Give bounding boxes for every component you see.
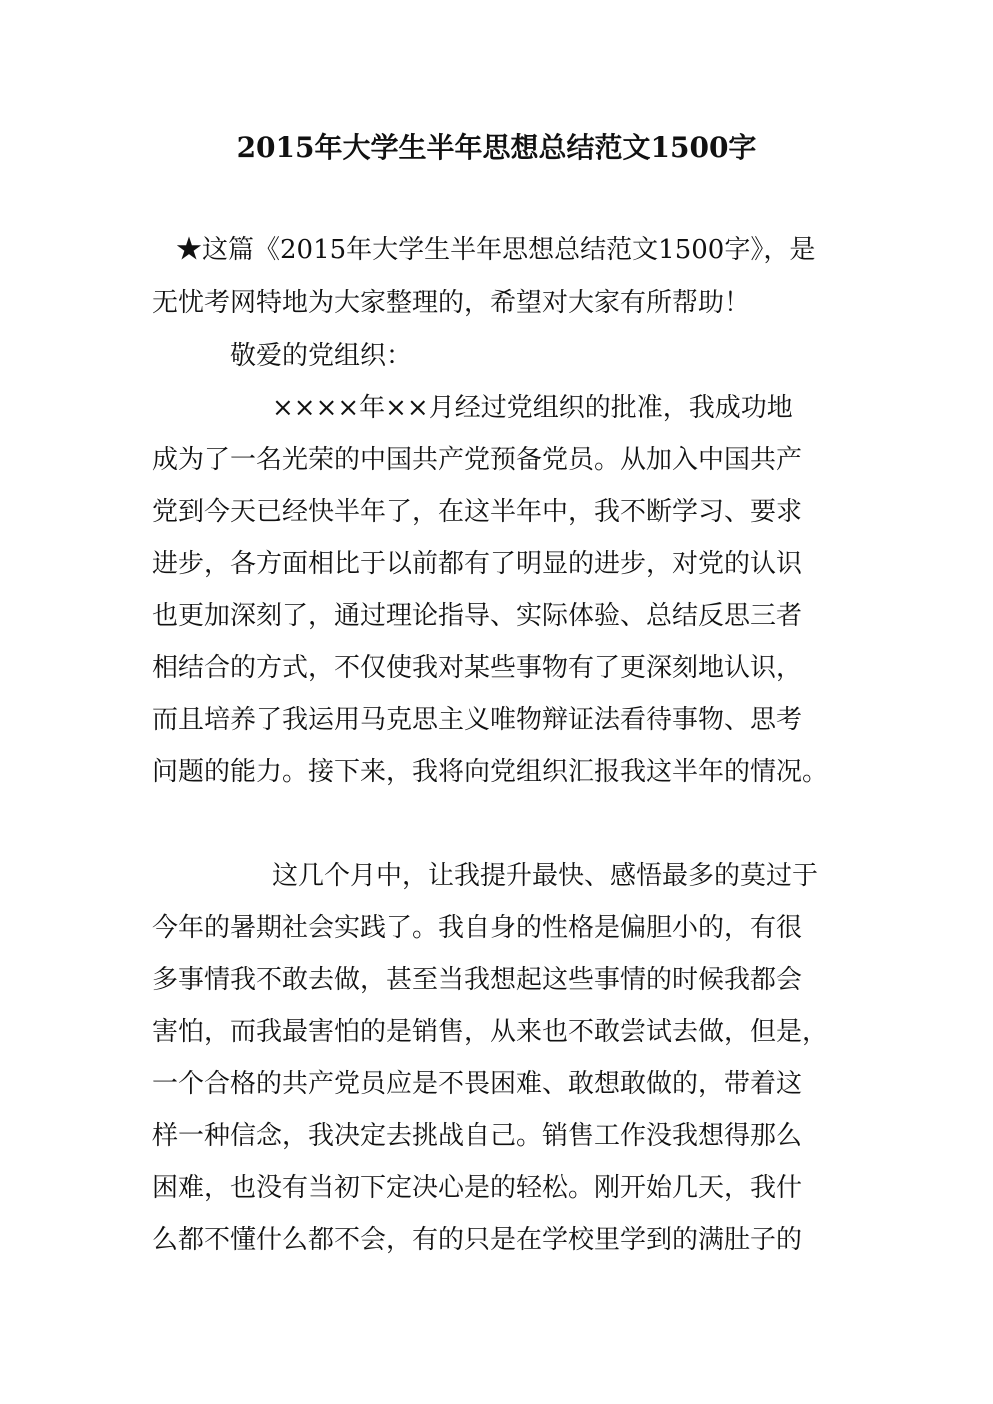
- paragraph-line: 而且培养了我运用马克思主义唯物辩证法看待事物、思考: [152, 705, 803, 735]
- paragraph-line: 今年的暑期社会实践了。我自身的性格是偏胆小的，有很: [152, 913, 803, 943]
- paragraph-line: 问题的能力。接下来，我将向党组织汇报我这半年的情况。: [152, 757, 829, 787]
- paragraph-line: 成为了一名光荣的中国共产党预备党员。从加入中国共产: [152, 445, 803, 475]
- paragraph-line: 多事情我不敢去做，甚至当我想起这些事情的时候我都会: [152, 965, 803, 995]
- paragraph-line: 一个合格的共产党员应是不畏困难、敢想敢做的，带着这: [152, 1069, 803, 1099]
- paragraph-line: 么都不懂什么都不会，有的只是在学校里学到的满肚子的: [152, 1225, 803, 1255]
- intro-line: ★这篇《2015年大学生半年思想总结范文1500字》，是: [176, 235, 816, 265]
- document-title: 2015年大学生半年思想总结范文1500字: [236, 131, 757, 164]
- paragraph-line: ××××年××月经过党组织的批准，我成功地: [272, 393, 793, 423]
- paragraph-line: 样一种信念，我决定去挑战自己。销售工作没我想得那么: [152, 1121, 803, 1151]
- paragraph-line: 党到今天已经快半年了，在这半年中，我不断学习、要求: [152, 497, 803, 527]
- paragraph-line: 进步，各方面相比于以前都有了明显的进步，对党的认识: [152, 549, 803, 579]
- salutation: 敬爱的党组织：: [230, 341, 413, 371]
- intro-line: 无忧考网特地为大家整理的，希望对大家有所帮助！: [152, 288, 751, 318]
- paragraph-line: 害怕，而我最害怕的是销售，从来也不敢尝试去做，但是，: [152, 1017, 829, 1047]
- paragraph-line: 困难，也没有当初下定决心是的轻松。刚开始几天，我什: [152, 1173, 803, 1203]
- paragraph-line: 这几个月中，让我提升最快、感悟最多的莫过于: [272, 861, 819, 891]
- paragraph-line: 也更加深刻了，通过理论指导、实际体验、总结反思三者: [152, 601, 803, 631]
- paragraph-line: 相结合的方式，不仅使我对某些事物有了更深刻地认识，: [152, 653, 803, 683]
